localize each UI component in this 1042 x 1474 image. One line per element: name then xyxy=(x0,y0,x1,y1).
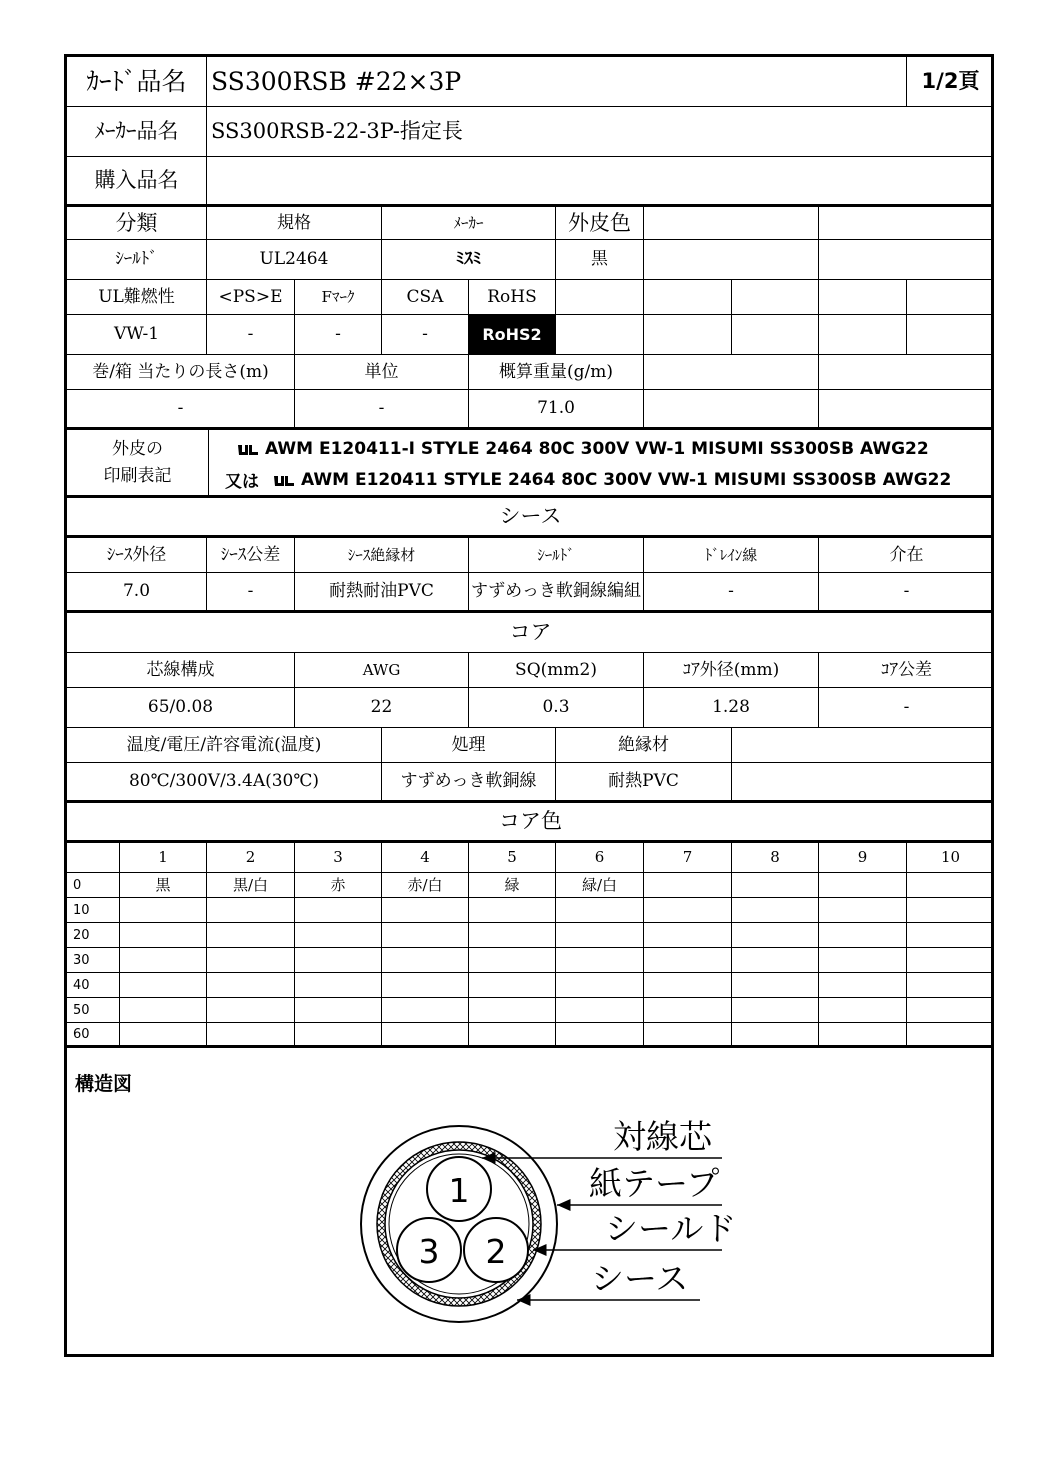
section-title-core-color: コア色 xyxy=(67,803,994,843)
header-temp-voltage-current: 温度/電圧/許容電流(温度) xyxy=(67,728,382,763)
blank-cell xyxy=(819,207,994,240)
color-cell xyxy=(732,1023,819,1048)
color-cell xyxy=(644,1023,732,1048)
color-cell xyxy=(556,923,644,948)
blank-cell xyxy=(644,390,819,430)
color-cell xyxy=(644,998,732,1023)
unit-value: - xyxy=(295,390,469,430)
blank-cell xyxy=(819,315,907,355)
print-label-line1: 外皮の xyxy=(112,438,163,459)
color-cell xyxy=(732,873,819,898)
color-cell xyxy=(556,898,644,923)
color-cell xyxy=(120,973,207,998)
color-cell xyxy=(644,948,732,973)
header-core-od: ｺｱ外径(mm) xyxy=(644,653,819,688)
section-title-sheath: シース xyxy=(67,498,994,538)
filler-value: - xyxy=(819,573,994,613)
shield-value: すずめっき軟銅線編組 xyxy=(469,573,644,613)
blank-cell xyxy=(644,240,819,280)
color-cell xyxy=(207,1023,295,1048)
color-cell xyxy=(644,923,732,948)
color-cell: 緑/白 xyxy=(556,873,644,898)
blank-cell xyxy=(732,763,994,803)
purchase-name-label: 購入品名 xyxy=(67,157,207,207)
color-column-header: 9 xyxy=(819,843,907,873)
header-core-tolerance: ｺｱ公差 xyxy=(819,653,994,688)
cable-spec-sheet xyxy=(64,54,994,1357)
maker-part-value: SS300RSB-22-3P-指定長 xyxy=(207,107,994,157)
blank-cell xyxy=(556,315,644,355)
header-conductor: 芯線構成 xyxy=(67,653,295,688)
color-cell xyxy=(907,998,994,1023)
color-column-header: 3 xyxy=(295,843,382,873)
color-cell xyxy=(469,998,556,1023)
blank-cell xyxy=(819,240,994,280)
header-rohs: RoHS xyxy=(469,280,556,315)
blank-cell xyxy=(732,728,994,763)
cable-cross-section-diagram xyxy=(67,1057,994,1357)
blank-cell xyxy=(819,280,907,315)
color-cell xyxy=(732,998,819,1023)
color-cell xyxy=(382,948,469,973)
color-cell xyxy=(819,923,907,948)
label-paper-tape: 紙テープ xyxy=(589,1164,720,1203)
header-weight: 概算重量(g/m) xyxy=(469,355,644,390)
header-treatment: 処理 xyxy=(382,728,556,763)
color-cell xyxy=(819,998,907,1023)
color-cell: 赤 xyxy=(295,873,382,898)
color-cell xyxy=(207,898,295,923)
color-cell: 緑 xyxy=(469,873,556,898)
print-marking-text xyxy=(209,431,994,499)
color-row-index: 0 xyxy=(67,873,120,898)
core-2-label: 2 xyxy=(485,1232,507,1271)
color-cell xyxy=(556,948,644,973)
color-cell xyxy=(732,898,819,923)
color-cell xyxy=(295,1023,382,1048)
conductor-value: 65/0.08 xyxy=(67,688,295,728)
header-unit: 単位 xyxy=(295,355,469,390)
color-cell xyxy=(382,1023,469,1048)
color-cell: 黒 xyxy=(120,873,207,898)
color-column-header: 1 xyxy=(120,843,207,873)
color-cell xyxy=(907,948,994,973)
blank-cell xyxy=(907,280,994,315)
color-cell xyxy=(469,948,556,973)
color-cell xyxy=(907,923,994,948)
color-cell xyxy=(819,973,907,998)
classification-value: ｼｰﾙﾄﾞ xyxy=(67,240,207,280)
header-sheath-tolerance: ｼｰｽ公差 xyxy=(207,538,295,573)
color-cell xyxy=(732,948,819,973)
color-cell xyxy=(295,923,382,948)
header-standard: 規格 xyxy=(207,207,382,240)
color-column-header: 2 xyxy=(207,843,295,873)
card-name-value: SS300RSB #22×3P xyxy=(207,57,907,107)
label-twisted-pair: 対線芯 xyxy=(613,1117,712,1156)
color-row-index: 30 xyxy=(67,948,120,973)
purchase-name-value xyxy=(207,157,994,207)
color-cell: 黒/白 xyxy=(207,873,295,898)
color-cell xyxy=(469,973,556,998)
header-awg: AWG xyxy=(295,653,469,688)
treatment-value: すずめっき軟銅線 xyxy=(382,763,556,803)
color-row-index: 40 xyxy=(67,973,120,998)
color-column-header: 7 xyxy=(644,843,732,873)
header-f-mark: Fﾏｰｸ xyxy=(295,280,382,315)
color-row-index: 10 xyxy=(67,898,120,923)
header-shield: ｼｰﾙﾄﾞ xyxy=(469,538,644,573)
csa-value: - xyxy=(382,315,469,355)
maker-part-label: ﾒｰｶｰ品名 xyxy=(67,107,207,157)
flame-retardant-value: VW-1 xyxy=(67,315,207,355)
header-classification: 分類 xyxy=(67,207,207,240)
color-cell xyxy=(644,873,732,898)
blank-cell xyxy=(644,315,732,355)
color-cell xyxy=(819,898,907,923)
drain-wire-value: - xyxy=(644,573,819,613)
color-cell xyxy=(907,973,994,998)
maker-value: ﾐｽﾐ xyxy=(382,240,556,280)
color-cell xyxy=(469,923,556,948)
header-pse: <PS>E xyxy=(207,280,295,315)
print-line-2: AWM E120411 STYLE 2464 80C 300V VW-1 MISUMI SS300SB AWG22 xyxy=(301,469,952,490)
header-sheath-od: ｼｰｽ外径 xyxy=(67,538,207,573)
color-cell xyxy=(207,973,295,998)
color-column-header: 5 xyxy=(469,843,556,873)
blank-cell xyxy=(556,280,644,315)
color-cell xyxy=(819,1023,907,1048)
blank-cell xyxy=(819,355,994,390)
color-cell xyxy=(120,898,207,923)
print-line-2-prefix: 又は xyxy=(225,472,259,492)
ul-recognized-mark-icon xyxy=(237,442,259,456)
page-number: 1/2頁 xyxy=(907,57,994,107)
color-cell xyxy=(120,948,207,973)
blank-cell xyxy=(644,207,819,240)
blank-cell xyxy=(644,355,819,390)
color-cell xyxy=(120,998,207,1023)
color-column-header: 10 xyxy=(907,843,994,873)
color-cell xyxy=(382,973,469,998)
rohs-badge: RoHS2 xyxy=(469,315,556,355)
header-length-per-reel: 巻/箱 当たりの長さ(m) xyxy=(67,355,295,390)
color-cell xyxy=(732,923,819,948)
label-shield: シールド xyxy=(605,1209,737,1248)
header-maker: ﾒｰｶｰ xyxy=(382,207,556,240)
print-label-line2: 印刷表記 xyxy=(103,465,172,486)
sheath-insulation-value: 耐熱耐油PVC xyxy=(295,573,469,613)
length-per-reel-value: - xyxy=(67,390,295,430)
color-cell xyxy=(295,973,382,998)
sheath-color-value: 黒 xyxy=(556,240,644,280)
color-row-index: 20 xyxy=(67,923,120,948)
color-cell xyxy=(644,898,732,923)
color-cell xyxy=(732,973,819,998)
color-column-header: 6 xyxy=(556,843,644,873)
color-cell xyxy=(907,873,994,898)
color-column-header: 8 xyxy=(732,843,819,873)
color-cell xyxy=(207,948,295,973)
color-cell xyxy=(207,998,295,1023)
awg-value: 22 xyxy=(295,688,469,728)
print-marking-label xyxy=(67,430,209,498)
sq-value: 0.3 xyxy=(469,688,644,728)
sheath-tolerance-value: - xyxy=(207,573,295,613)
color-cell: 赤/白 xyxy=(382,873,469,898)
color-cell xyxy=(295,898,382,923)
structure-title: 構造図 xyxy=(75,1073,133,1095)
blank-cell xyxy=(819,390,994,430)
core-od-value: 1.28 xyxy=(644,688,819,728)
color-cell xyxy=(382,898,469,923)
color-cell xyxy=(644,973,732,998)
standard-value: UL2464 xyxy=(207,240,382,280)
f-mark-value: - xyxy=(295,315,382,355)
header-sheath-color: 外皮色 xyxy=(556,207,644,240)
insulation-value: 耐熱PVC xyxy=(556,763,732,803)
header-insulation: 絶縁材 xyxy=(556,728,732,763)
core-1-label: 1 xyxy=(448,1171,470,1210)
core-tolerance-value: - xyxy=(819,688,994,728)
sheath-od-value: 7.0 xyxy=(67,573,207,613)
color-cell xyxy=(907,898,994,923)
color-cell xyxy=(819,873,907,898)
color-cell xyxy=(907,1023,994,1048)
header-flame-retardant: UL難燃性 xyxy=(67,280,207,315)
core-3-label: 3 xyxy=(418,1232,440,1271)
print-line-1: AWM E120411-I STYLE 2464 80C 300V VW-1 MISUMI SS300SB AWG22 xyxy=(265,439,929,459)
section-title-core: コア xyxy=(67,613,994,653)
header-filler: 介在 xyxy=(819,538,994,573)
color-cell xyxy=(120,923,207,948)
color-cell xyxy=(556,1023,644,1048)
color-table-corner xyxy=(67,843,120,873)
color-cell xyxy=(120,1023,207,1048)
header-sq: SQ(mm2) xyxy=(469,653,644,688)
color-cell xyxy=(295,948,382,973)
color-cell xyxy=(556,998,644,1023)
color-cell xyxy=(382,998,469,1023)
color-cell xyxy=(819,948,907,973)
blank-cell xyxy=(907,315,994,355)
color-row-index: 60 xyxy=(67,1023,120,1048)
blank-cell xyxy=(732,315,819,355)
color-cell xyxy=(207,923,295,948)
card-name-label: ｶｰﾄﾞ品名 xyxy=(67,57,207,107)
color-column-header: 4 xyxy=(382,843,469,873)
color-cell xyxy=(469,1023,556,1048)
temp-voltage-current-value: 80℃/300V/3.4A(30℃) xyxy=(67,763,382,803)
color-cell xyxy=(556,973,644,998)
weight-value: 71.0 xyxy=(469,390,644,430)
color-cell xyxy=(295,998,382,1023)
color-cell xyxy=(382,923,469,948)
ul-recognized-mark-icon xyxy=(273,473,295,487)
header-drain-wire: ﾄﾞﾚｲﾝ線 xyxy=(644,538,819,573)
blank-cell xyxy=(732,280,819,315)
color-cell xyxy=(469,898,556,923)
label-sheath: シース xyxy=(591,1259,689,1298)
header-sheath-insulation: ｼｰｽ絶縁材 xyxy=(295,538,469,573)
color-row-index: 50 xyxy=(67,998,120,1023)
header-csa: CSA xyxy=(382,280,469,315)
pse-value: - xyxy=(207,315,295,355)
blank-cell xyxy=(644,280,732,315)
